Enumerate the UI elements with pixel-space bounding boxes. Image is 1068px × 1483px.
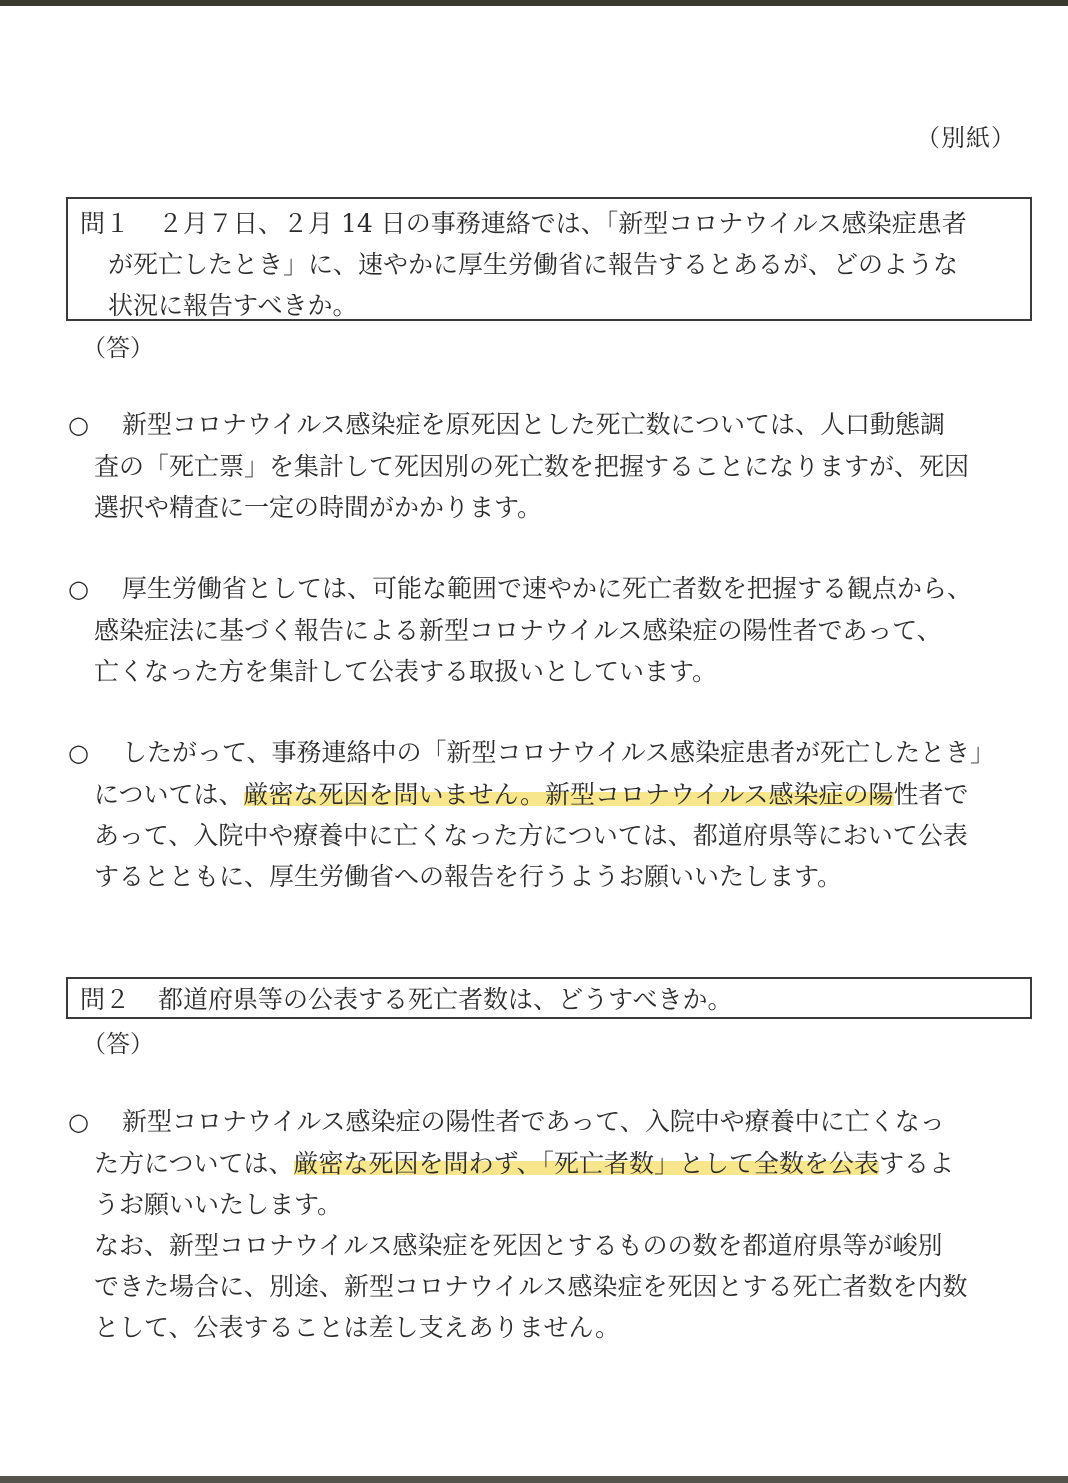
paragraph-line: 亡くなった方を集計して公表する取扱いとしています。 (94, 657, 718, 686)
paragraph-line: するとともに、厚生労働省への報告を行うようお願いいたします。 (94, 862, 843, 891)
paragraph-line: として、公表することは差し支えありません。 (94, 1313, 621, 1342)
question-2-box (66, 977, 1032, 1019)
answer-1-paragraph-3 (68, 732, 1038, 897)
paragraph-line-segment: 性者で (893, 780, 969, 809)
question-2-number: 問２ (80, 985, 131, 1014)
paragraph-line: なお、新型コロナウイルス感染症を死因とするものの数を都道府県等が峻別 (94, 1231, 943, 1260)
attachment-annotation: （別紙） (916, 124, 1016, 152)
paragraph-line: 選択や精査に一定の時間がかかります。 (94, 493, 543, 522)
answer-1-paragraph-2 (68, 568, 1038, 692)
paragraph-line: あって、入院中や療養中に亡くなった方については、都道府県等において公表 (94, 821, 968, 850)
paragraph-line: したがって、事務連絡中の「新型コロナウイルス感染症患者が死亡したとき」 (122, 738, 996, 767)
question-1-line-1: ２月７日、２月 14 日の事務連絡では、「新型コロナウイルス感染症患者 (158, 209, 967, 238)
bottom-frame-bar (0, 1476, 1068, 1483)
question-1-number: 問１ (80, 209, 131, 238)
bullet-circle: ○ (68, 739, 89, 767)
question-2-text: 都道府県等の公表する死亡者数は、どうすべきか。 (158, 985, 733, 1014)
paragraph-line: 感染症法に基づく報告による新型コロナウイルス感染症の陽性者であって、 (94, 616, 942, 645)
answer-1-paragraph-1 (68, 404, 1038, 528)
bullet-circle: ○ (68, 1108, 89, 1136)
paragraph-line: 査の「死亡票」を集計して死因別の死亡数を把握することになりますが、死因 (94, 452, 970, 481)
bullet-circle: ○ (68, 411, 89, 439)
highlighted-text: 厳密な死因を問いません。新型コロナウイルス感染症の陽 (243, 780, 894, 809)
answer-2-paragraph (68, 1101, 1038, 1348)
paragraph-line: 新型コロナウイルス感染症を原死因とした死亡数については、人口動態調 (122, 410, 946, 439)
paragraph-line-segment: た方については、 (94, 1149, 294, 1178)
paragraph-line: 厚生労働省としては、可能な範囲で速やかに死亡者数を把握する観点から、 (122, 574, 973, 603)
answer-1-label: （答） (82, 334, 154, 362)
answer-2-label: （答） (82, 1030, 154, 1058)
paragraph-line-segment: については、 (94, 780, 244, 809)
paragraph-line: うお願いいたします。 (94, 1190, 343, 1219)
paragraph-line: できた場合に、別途、新型コロナウイルス感染症を死因とする死亡者数を内数 (94, 1272, 968, 1301)
question-1-box (66, 197, 1032, 321)
question-1-line-3: 状況に報告すべきか。 (108, 291, 358, 320)
paragraph-line: 新型コロナウイルス感染症の陽性者であって、入院中や療養中に亡くなっ (122, 1107, 945, 1136)
bullet-circle: ○ (68, 575, 89, 603)
paragraph-line-segment: するよ (879, 1149, 955, 1178)
question-1-line-2: が死亡したとき」に、速やかに厚生労働省に報告するとあるが、どのような (108, 250, 959, 279)
highlighted-text: 厳密な死因を問わず、「死亡者数」として全数を公表 (293, 1149, 880, 1178)
